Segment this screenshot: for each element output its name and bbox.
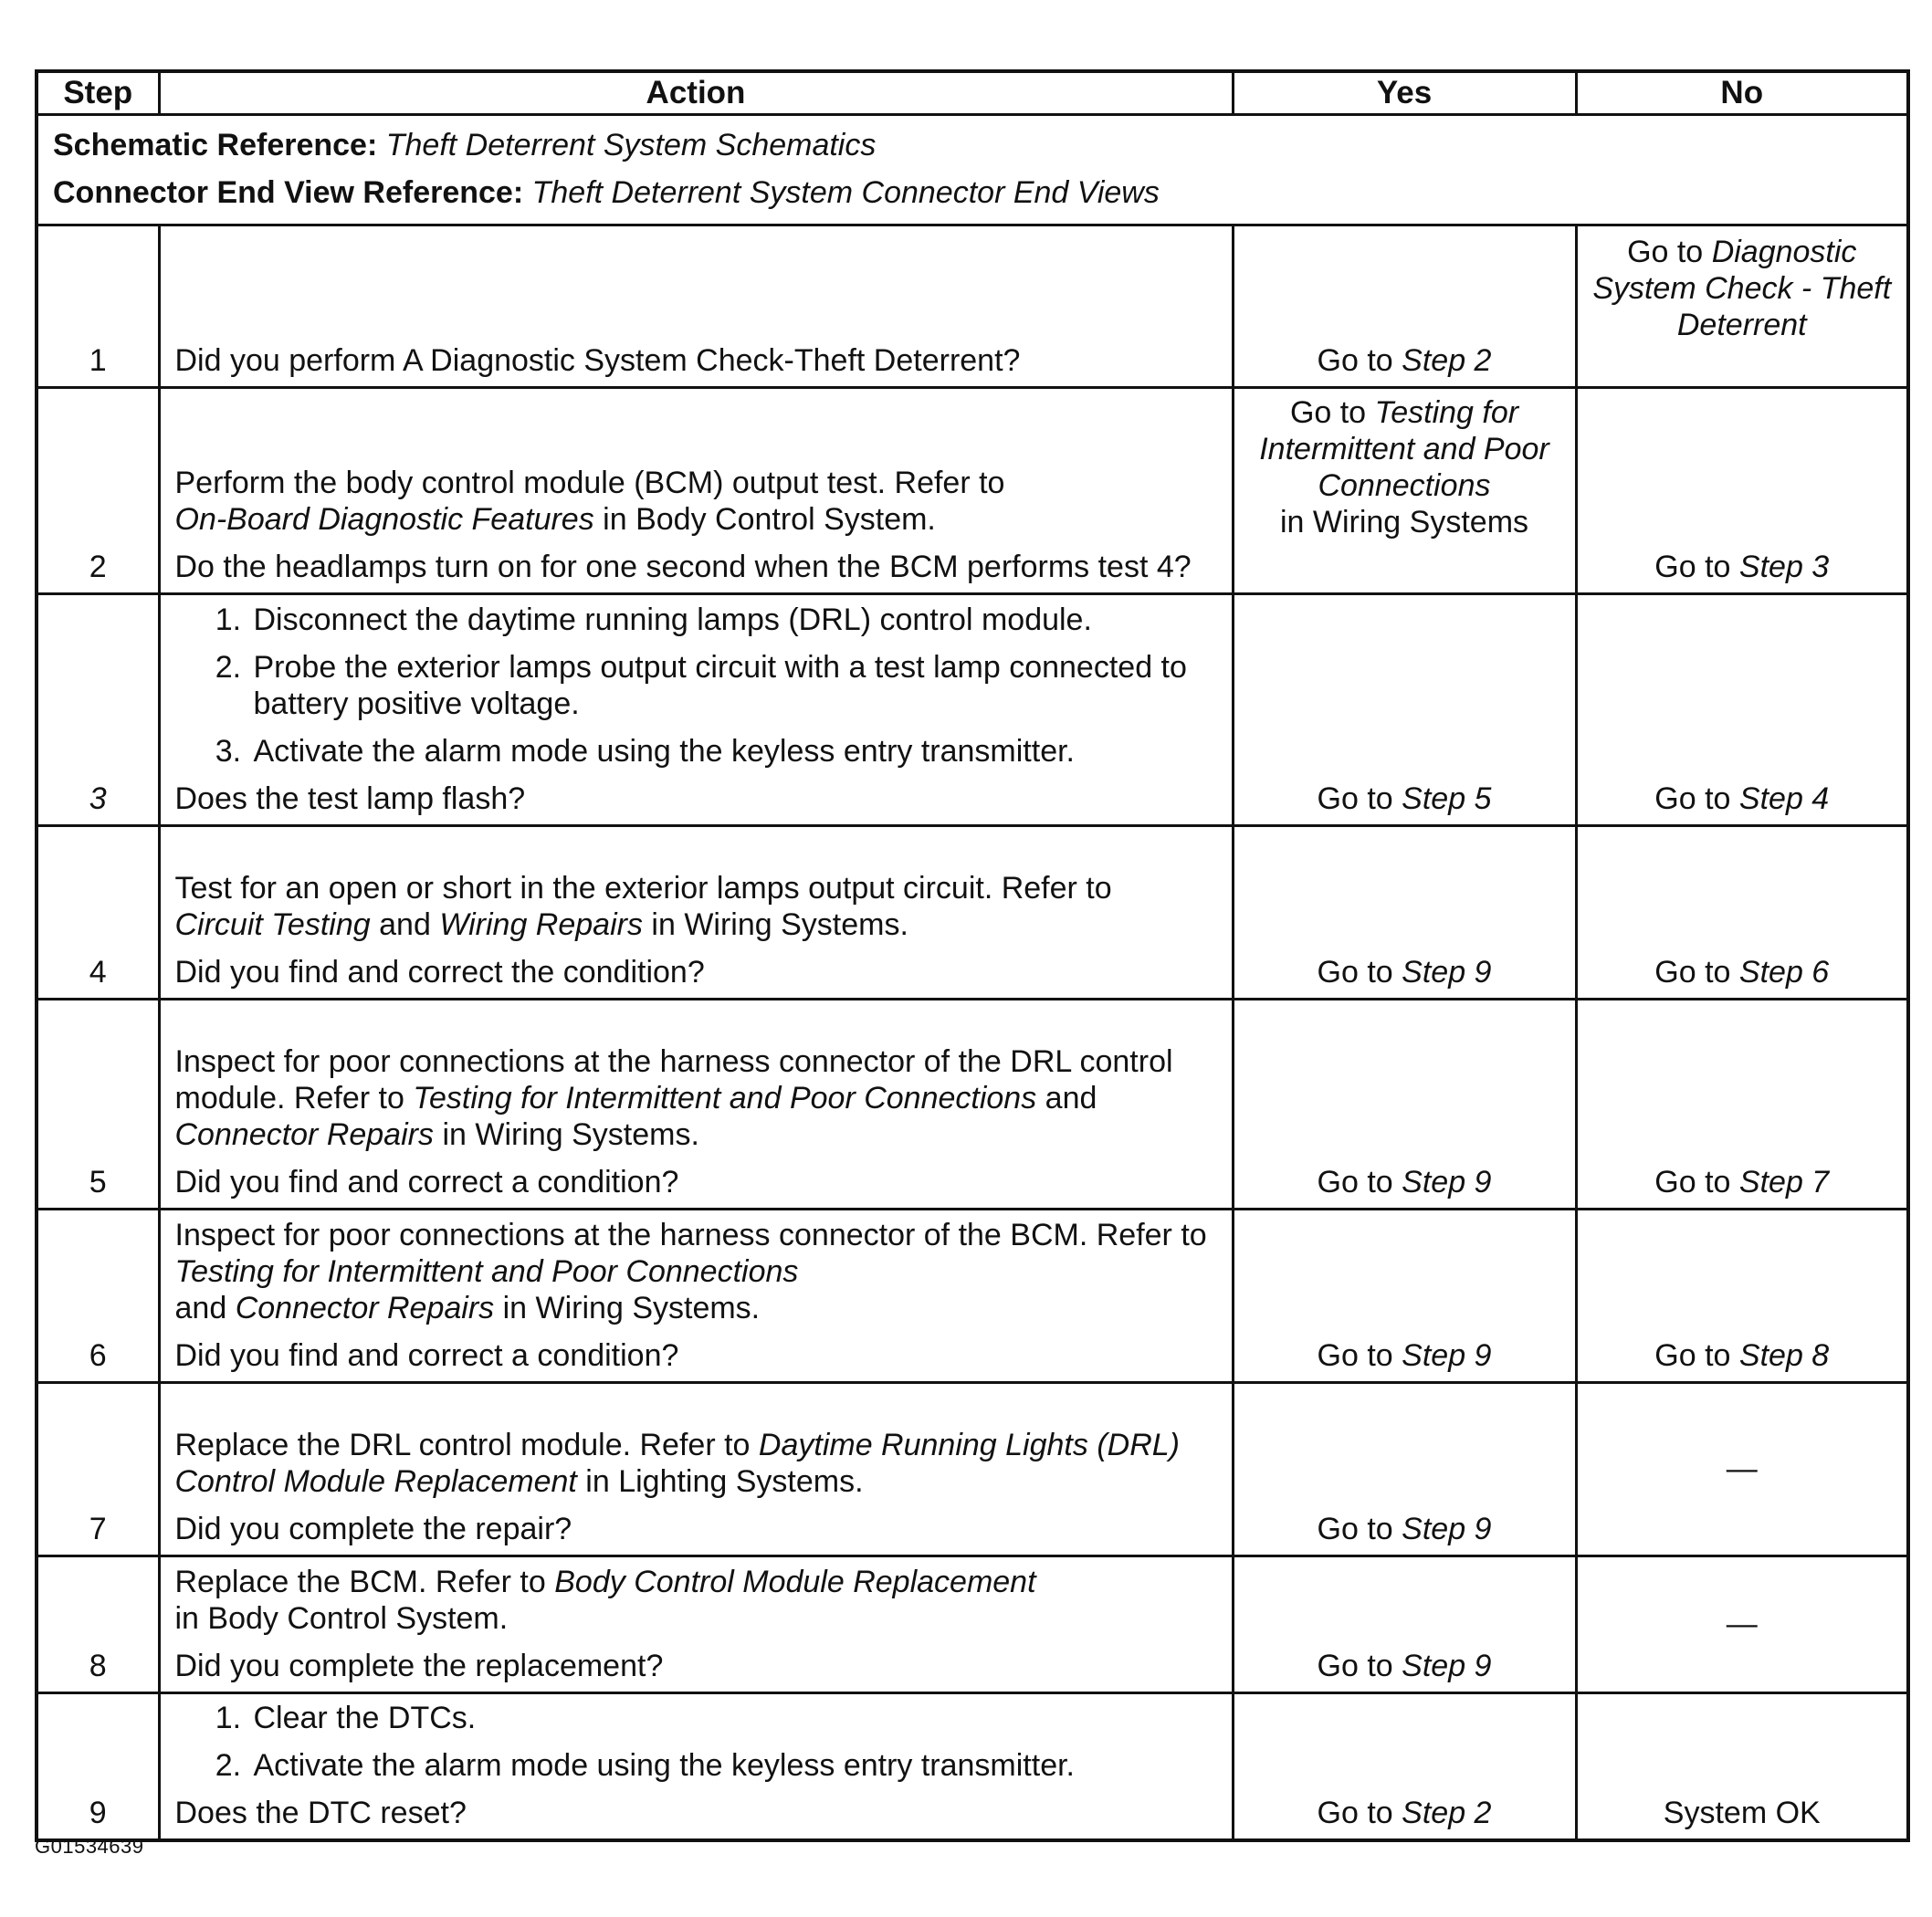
instruction-text: and xyxy=(174,1291,227,1325)
instruction-text: Inspect for poor connections at the harness connector of the BCM. Refer to xyxy=(174,1218,1207,1252)
instruction-text: Perform the body control module (BCM) output test. Refer to xyxy=(174,466,1005,500)
reference-link[interactable]: Wiring Repairs xyxy=(439,907,643,942)
no-prefix: Go to xyxy=(1654,1338,1731,1373)
action-cell xyxy=(159,826,1233,1000)
no-cell xyxy=(1576,1000,1908,1210)
action-instruction xyxy=(175,465,1217,538)
instruction-text: in Body Control System. xyxy=(603,502,936,537)
no-prefix: Go to xyxy=(1654,781,1731,816)
no-dash: — xyxy=(1726,1606,1758,1641)
yes-prefix: Go to xyxy=(1289,395,1367,430)
yes-cell xyxy=(1233,1383,1576,1556)
step-number: 6 xyxy=(37,1210,159,1383)
action-step-list xyxy=(175,1700,1217,1784)
action-step-item: 1. Disconnect the daytime running lamps (DRL) control module. xyxy=(250,602,1217,638)
step-number: 2 xyxy=(37,388,159,594)
instruction-text: Replace the DRL control module. Refer to xyxy=(174,1428,751,1462)
no-prefix: Go to xyxy=(1654,955,1731,990)
yes-cell xyxy=(1233,1556,1576,1693)
action-cell xyxy=(159,388,1233,594)
reference-link[interactable]: Connector Repairs xyxy=(235,1291,495,1325)
schematic-reference-label: Schematic Reference: xyxy=(53,128,378,162)
yes-prefix: Go to xyxy=(1317,1165,1393,1199)
reference-link[interactable]: Body Control Module Replacement xyxy=(554,1565,1036,1599)
action-step-item: 2. Probe the exterior lamps output circuit with a test lamp connected to battery positive voltage. xyxy=(250,649,1217,722)
action-instruction xyxy=(175,1564,1217,1637)
connector-reference-label: Connector End View Reference: xyxy=(53,175,524,210)
yes-link[interactable]: Step 9 xyxy=(1402,955,1492,990)
action-cell xyxy=(159,225,1233,388)
no-cell xyxy=(1576,225,1908,388)
no-dash: — xyxy=(1726,1451,1758,1486)
figure-id: G01534639 xyxy=(35,1835,144,1858)
table-header-row xyxy=(37,71,1908,115)
instruction-text: Inspect for poor connections at the harness connector of the DRL control module. Refer to xyxy=(174,1044,1173,1116)
no-cell xyxy=(1576,1556,1908,1693)
schematic-reference-link[interactable]: Theft Deterrent System Schematics xyxy=(385,128,877,162)
no-prefix: Go to xyxy=(1654,550,1731,584)
diagnostic-table xyxy=(35,69,1910,1842)
reference-cell xyxy=(37,115,1908,225)
no-result: System OK xyxy=(1663,1796,1821,1830)
action-question: Did you find and correct a condition? xyxy=(174,1165,679,1199)
no-prefix: Go to xyxy=(1627,235,1704,269)
action-question: Did you perform A Diagnostic System Check-Theft Deterrent? xyxy=(174,343,1021,378)
action-cell xyxy=(159,1556,1233,1693)
action-question: Do the headlamps turn on for one second when the BCM performs test 4? xyxy=(174,550,1192,584)
reference-link[interactable]: Circuit Testing xyxy=(174,907,371,942)
no-cell xyxy=(1576,826,1908,1000)
action-cell xyxy=(159,1693,1233,1841)
step-number: 8 xyxy=(37,1556,159,1693)
action-instruction xyxy=(175,1043,1217,1153)
table-row xyxy=(37,1000,1908,1210)
reference-link[interactable]: Testing for Intermittent and Poor Connections xyxy=(174,1254,799,1289)
action-question: Does the test lamp flash? xyxy=(174,781,526,816)
connector-reference-link[interactable]: Theft Deterrent System Connector End Views xyxy=(531,175,1160,210)
yes-suffix: in Wiring Systems xyxy=(1279,505,1529,539)
no-cell xyxy=(1576,1693,1908,1841)
no-cell xyxy=(1576,594,1908,826)
action-instruction xyxy=(175,870,1217,943)
action-instruction xyxy=(175,1217,1217,1326)
instruction-text: in Wiring Systems. xyxy=(442,1117,699,1152)
yes-link[interactable]: Testing for Intermittent and Poor Connections xyxy=(1259,395,1549,503)
action-cell xyxy=(159,594,1233,826)
table-row xyxy=(37,388,1908,594)
header-no: No xyxy=(1576,71,1908,115)
instruction-text: and xyxy=(1045,1081,1097,1116)
no-link[interactable]: Step 4 xyxy=(1738,781,1830,816)
table-row xyxy=(37,1556,1908,1693)
yes-link[interactable]: Step 9 xyxy=(1402,1512,1492,1546)
instruction-text: in Wiring Systems. xyxy=(651,907,908,942)
no-cell xyxy=(1576,1210,1908,1383)
table-row xyxy=(37,1693,1908,1841)
yes-prefix: Go to xyxy=(1317,1512,1393,1546)
reference-row xyxy=(37,115,1908,225)
action-cell xyxy=(159,1000,1233,1210)
yes-prefix: Go to xyxy=(1317,955,1393,990)
action-instruction xyxy=(175,1427,1217,1500)
action-question: Did you complete the replacement? xyxy=(174,1649,664,1683)
yes-cell xyxy=(1233,225,1576,388)
yes-cell xyxy=(1233,388,1576,594)
step-number: 9 xyxy=(37,1693,159,1841)
yes-link[interactable]: Step 9 xyxy=(1402,1338,1492,1373)
reference-link[interactable]: Daytime Running Lights (DRL) Control Module Replacement xyxy=(174,1428,1180,1499)
instruction-text: Replace the BCM. Refer to xyxy=(174,1565,546,1599)
reference-link[interactable]: Connector Repairs xyxy=(174,1117,434,1152)
table-row xyxy=(37,1210,1908,1383)
action-step-item: 2. Activate the alarm mode using the keyless entry transmitter. xyxy=(250,1747,1217,1784)
connector-reference xyxy=(53,169,1892,216)
action-cell xyxy=(159,1383,1233,1556)
table-row xyxy=(37,594,1908,826)
instruction-text: Test for an open or short in the exterior lamps output circuit. Refer to xyxy=(174,871,1112,906)
yes-cell xyxy=(1233,1693,1576,1841)
yes-prefix: Go to xyxy=(1317,343,1393,378)
no-link[interactable]: Step 8 xyxy=(1738,1338,1830,1373)
yes-prefix: Go to xyxy=(1317,1796,1393,1830)
yes-link[interactable]: Step 2 xyxy=(1402,343,1492,378)
action-step-list xyxy=(175,602,1217,770)
header-step: Step xyxy=(37,71,159,115)
action-question: Did you complete the repair? xyxy=(174,1512,572,1546)
yes-cell xyxy=(1233,826,1576,1000)
no-link[interactable]: Step 6 xyxy=(1738,955,1830,990)
instruction-text: in Wiring Systems. xyxy=(502,1291,761,1325)
step-number: 7 xyxy=(37,1383,159,1556)
diagnostic-document xyxy=(35,69,1906,1842)
yes-prefix: Go to xyxy=(1317,781,1393,816)
header-action: Action xyxy=(159,71,1233,115)
step-number: 5 xyxy=(37,1000,159,1210)
yes-link[interactable]: Step 5 xyxy=(1402,781,1492,816)
no-prefix: Go to xyxy=(1654,1165,1731,1199)
instruction-text: in Lighting Systems. xyxy=(585,1464,864,1499)
yes-link[interactable]: Step 9 xyxy=(1402,1649,1492,1683)
action-question: Does the DTC reset? xyxy=(174,1796,467,1830)
no-link[interactable]: Step 3 xyxy=(1738,550,1830,584)
yes-cell xyxy=(1233,1210,1576,1383)
action-question: Did you find and correct a condition? xyxy=(174,1338,679,1373)
table-row xyxy=(37,225,1908,388)
action-step-item: 1. Clear the DTCs. xyxy=(250,1700,1217,1736)
no-link[interactable]: Diagnostic System Check - Theft Deterrent xyxy=(1592,235,1892,342)
action-step-item: 3. Activate the alarm mode using the keyless entry transmitter. xyxy=(250,733,1217,770)
reference-link[interactable]: Testing for Intermittent and Poor Connections xyxy=(413,1081,1037,1116)
header-yes: Yes xyxy=(1233,71,1576,115)
step-number: 3 xyxy=(37,594,159,826)
yes-link[interactable]: Step 9 xyxy=(1402,1165,1492,1199)
no-cell xyxy=(1576,1383,1908,1556)
step-number: 1 xyxy=(37,225,159,388)
no-cell xyxy=(1576,388,1908,594)
yes-link[interactable]: Step 2 xyxy=(1402,1796,1492,1830)
reference-link[interactable]: On-Board Diagnostic Features xyxy=(174,502,594,537)
yes-prefix: Go to xyxy=(1317,1649,1393,1683)
yes-cell xyxy=(1233,1000,1576,1210)
no-link[interactable]: Step 7 xyxy=(1738,1165,1830,1199)
action-cell xyxy=(159,1210,1233,1383)
table-row xyxy=(37,826,1908,1000)
schematic-reference xyxy=(53,121,1892,169)
yes-cell xyxy=(1233,594,1576,826)
instruction-text: and xyxy=(379,907,431,942)
yes-prefix: Go to xyxy=(1317,1338,1393,1373)
table-row xyxy=(37,1383,1908,1556)
instruction-text: in Body Control System. xyxy=(174,1601,509,1636)
step-number: 4 xyxy=(37,826,159,1000)
action-question: Did you find and correct the condition? xyxy=(174,955,705,990)
